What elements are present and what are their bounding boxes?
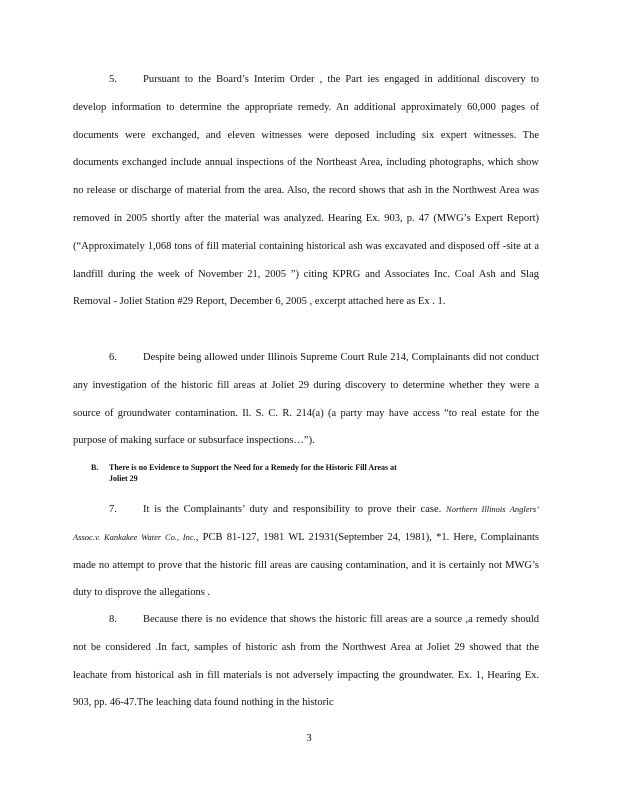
paragraph-text: It is the Complainants’ duty and responsibility to prove their case.: [143, 504, 442, 515]
case-citation: Northern Illinois Anglers’ Assoc.v. Kankakee Water Co., Inc.: [73, 504, 540, 542]
heading-continuation: Joliet 29: [109, 474, 138, 483]
paragraph-number: 6.: [109, 352, 117, 363]
paragraph-5: [73, 66, 539, 316]
page-number: 3: [306, 733, 312, 744]
paragraph-7: [73, 496, 539, 607]
paragraph-text: Despite being allowed under Illinois Supreme Court Rule 214, Complainants did not conduct any investigation of the historic fill areas at Joliet 29 during discovery to determine whether they were a source of groundwater contamination. Il. S. C. R. 214(a) (a party may have access “to real estate for the purpose of making surface or subsurface inspections…”).: [73, 352, 539, 447]
heading-label: B.: [91, 463, 99, 472]
paragraph-number: 7.: [109, 504, 117, 515]
section-heading-b: [91, 462, 539, 484]
paragraph-number: 8.: [109, 614, 117, 625]
paragraph-text-continued: , PCB 81-127, 1981 WL 21931(September 24, 1981), *1. Here, Complainants made no attempt to prove that the historic fill areas are causing contamination, and it is certainly not MWG’s duty to disprove the allegations .: [73, 531, 539, 599]
paragraph-number: 5.: [109, 74, 117, 85]
heading-text: There is no Evidence to Support the Need for a Remedy for the Historic Fill Areas at: [109, 463, 397, 472]
paragraph-text: Pursuant to the Board’s Interim Order , the Part ies engaged in additional discovery to develop information to determine the appropriate remedy. An additional approximately 60,000 pages of documents were exchanged, and eleven witnesses were deposed including six expert witnesses. The documents exchanged include annual inspections of the Northeast Area, including photographs, which show no release or discharge of material from the area. Also, the record shows that ash in the Northwest Area was removed in 2005 shortly after the material was analyzed. Hearing Ex. 903, p. 47 (MWG’s Expert Report) (“Approximately 1,068 tons of fill material containing historical ash was excavated and disposed off -site at a landfill during the week of November 21, 2005 ”) citing KPRG and Associates Inc. Coal Ash and Slag Removal - Joliet Station #29 Report, December 6, 2005 , excerpt attached here as Ex . 1.: [73, 74, 539, 308]
paragraph-text: Because there is no evidence that shows the historic fill areas are a source ,a remedy should not be considered .In fact, samples of historic ash from the Northwest Area at Joliet 29 showed that the leachate from historical ash in fill materials is not adversely impacting the groundwater. Ex. 1, Hearing Ex. 903, pp. 46-47.The leaching data found nothing in the historic: [73, 614, 539, 709]
paragraph-8: [73, 606, 539, 717]
paragraph-6: [73, 344, 539, 455]
